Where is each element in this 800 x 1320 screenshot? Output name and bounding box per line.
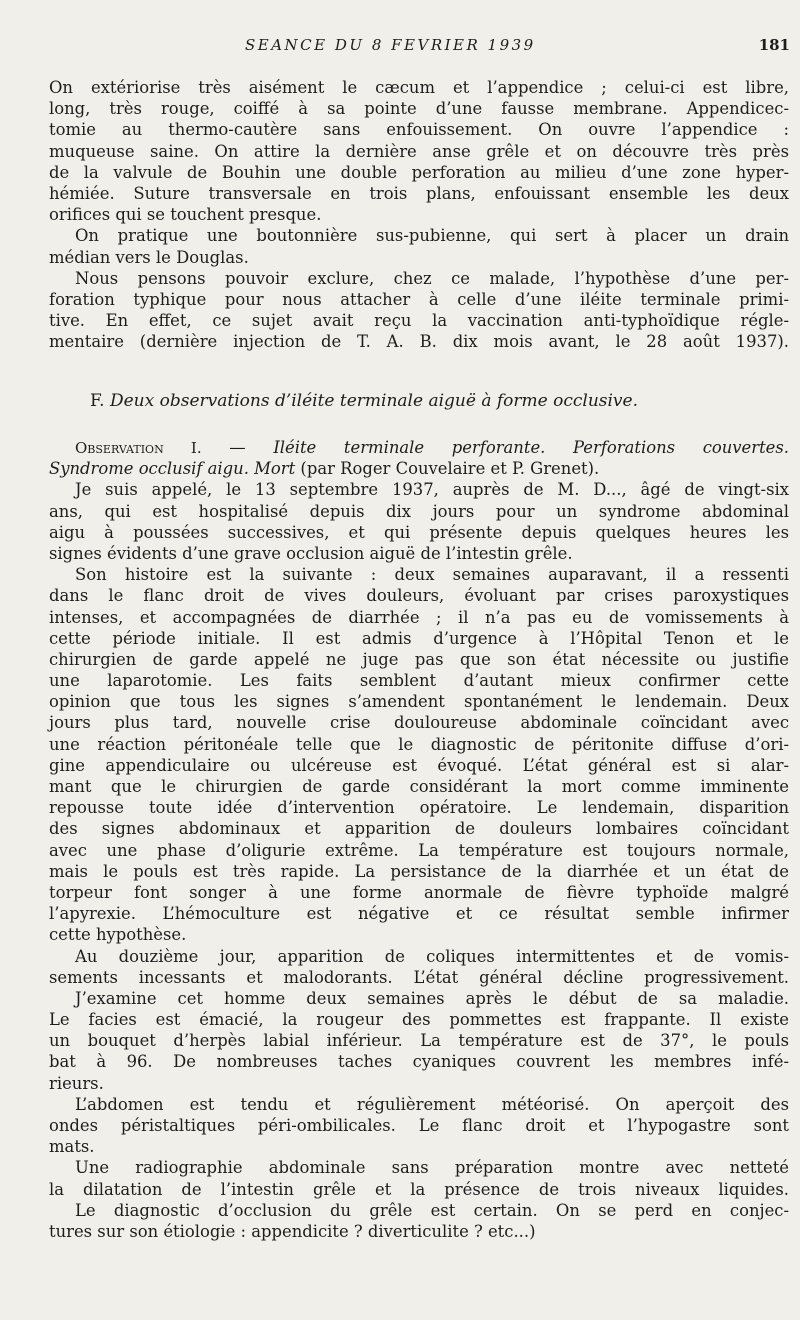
text-line: muqueuse saine. On attire la dernière anse grêle et on découvre très près bbox=[49, 141, 789, 161]
text-line: jours plus tard, nouvelle crise douloureuse abdominale coïncidant avec bbox=[49, 713, 789, 733]
text-line: mats. bbox=[49, 1137, 95, 1157]
page-number: 181 bbox=[758, 36, 790, 54]
text-line: On pratique une boutonnière sus-pubienne, qui sert à placer un drain bbox=[75, 226, 789, 246]
text-line: une laparotomie. Les faits semblent d’autant mieux confirmer cette bbox=[49, 671, 789, 691]
text-line: torpeur font songer à une forme anormale de fièvre typhoïde malgré bbox=[49, 882, 789, 902]
text-line: la dilatation de l’intestin grêle et la présence de trois niveaux liquides. bbox=[49, 1179, 789, 1199]
text-line: mant que le chirurgien de garde considérant la mort comme imminente bbox=[49, 777, 789, 796]
text-line: tures sur son étiologie : appendicite ? diverticulite ? etc...) bbox=[49, 1221, 536, 1241]
text-line: Nous pensons pouvoir exclure, chez ce malade, l’hypothèse d’une per- bbox=[75, 268, 789, 288]
text-line: gine appendiculaire ou ulcéreuse est évoqué. L’état général est si alar- bbox=[49, 755, 789, 775]
section-letter: F. bbox=[90, 391, 105, 411]
observation-subtitle: Syndrome occlusif aigu. Mort bbox=[49, 459, 296, 479]
text-line: bat à 96. De nombreuses taches cyaniques couvrent les membres infé- bbox=[49, 1052, 789, 1072]
section-title: Deux observations d’iléite terminale aiguë à forme occlusive. bbox=[109, 391, 638, 411]
observation-title-line-2 bbox=[49, 458, 789, 479]
text-line: L’abdomen est tendu et régulièrement météorisé. On aperçoit des bbox=[75, 1094, 789, 1114]
text-line: cette période initiale. Il est admis d’urgence à l’Hôpital Tenon et le bbox=[49, 628, 789, 648]
intro-paragraphs bbox=[49, 77, 789, 352]
text-line: tive. En effet, ce sujet avait reçu la vaccination anti-typhoïdique régle- bbox=[49, 311, 789, 331]
text-line: un bouquet d’herpès labial inférieur. La température est de 37°, le pouls bbox=[49, 1031, 789, 1051]
text-line: médian vers le Douglas. bbox=[49, 247, 249, 267]
text-line: tomie au thermo-cautère sans enfouissement. On ouvre l’appendice : bbox=[49, 120, 789, 140]
text-line: signes évidents d’une grave occlusion aiguë de l’intestin grêle. bbox=[49, 543, 573, 563]
text-line: rieurs. bbox=[49, 1073, 104, 1093]
text-line: ans, qui est hospitalisé depuis dix jours pour un syndrome abdominal bbox=[49, 501, 789, 521]
running-head: SEANCE DU 8 FEVRIER 1939 bbox=[245, 36, 536, 54]
text-line: mentaire (dernière injection de T. A. B. dix mois avant, le 28 août 1937). bbox=[49, 332, 789, 352]
text-line: chirurgien de garde appelé ne juge pas que son état nécessite ou justifie bbox=[49, 649, 789, 669]
text-line: long, très rouge, coiffé à sa pointe d’une fausse membrane. Appendicec- bbox=[49, 99, 789, 119]
text-line: avec une phase d’oligurie extrême. La température est toujours normale, bbox=[49, 840, 789, 860]
observation-block bbox=[49, 437, 789, 1242]
text-line: On extériorise très aisément le cæcum et l’appendice ; celui-ci est libre, bbox=[49, 78, 789, 97]
observation-title: Iléite terminale perforante. Perforations couvertes. bbox=[273, 438, 789, 457]
text-line: Le facies est émacié, la rougeur des pommettes est frappante. Il existe bbox=[49, 1010, 789, 1030]
text-line: intenses, et accompagnées de diarrhée ; il n’a pas eu de vomissements à bbox=[49, 607, 789, 627]
text-line: ondes péristaltiques péri-ombilicales. Le flanc droit et l’hypogastre sont bbox=[49, 1116, 789, 1135]
text-line: Au douzième jour, apparition de coliques intermittentes et de vomis- bbox=[75, 946, 789, 966]
text-line: mais le pouls est très rapide. La persistance de la diarrhée et un état de bbox=[49, 861, 789, 881]
text-line: une réaction péritonéale telle que le diagnostic de péritonite diffuse d’ori- bbox=[49, 734, 789, 754]
observation-label: Observation I. bbox=[75, 439, 202, 457]
observation-title-line-1 bbox=[49, 437, 789, 458]
text-line: J’examine cet homme deux semaines après le début de sa maladie. bbox=[75, 988, 789, 1008]
section-heading bbox=[90, 388, 770, 414]
observation-dash: — bbox=[201, 438, 274, 457]
text-line: de la valvule de Bouhin une double perforation au milieu d’une zone hyper- bbox=[49, 162, 789, 182]
text-line: sements incessants et malodorants. L’état général décline progressivement. bbox=[49, 967, 789, 987]
text-line: repousse toute idée d’intervention opératoire. Le lendemain, disparition bbox=[49, 798, 789, 818]
text-line: opinion que tous les signes s’amendent spontanément le lendemain. Deux bbox=[49, 692, 789, 712]
text-line: Une radiographie abdominale sans préparation montre avec netteté bbox=[75, 1158, 789, 1178]
text-line: aigu à poussées successives, et qui présente depuis quelques heures les bbox=[49, 522, 789, 542]
text-line: cette hypothèse. bbox=[49, 925, 187, 945]
text-line: Le diagnostic d’occlusion du grêle est certain. On se perd en conjec- bbox=[75, 1200, 789, 1220]
text-line: Son histoire est la suivante : deux semaines auparavant, il a ressenti bbox=[75, 565, 789, 585]
observation-authors: (par Roger Couvelaire et P. Grenet). bbox=[295, 459, 600, 479]
text-line: hémiée. Suture transversale en trois plans, enfouissant ensemble les deux bbox=[49, 183, 789, 203]
text-line: des signes abdominaux et apparition de douleurs lombaires coïncidant bbox=[49, 819, 789, 839]
text-line: foration typhique pour nous attacher à celle d’une iléite terminale primi- bbox=[49, 289, 789, 309]
text-line: Je suis appelé, le 13 septembre 1937, auprès de M. D..., âgé de vingt-six bbox=[75, 480, 789, 500]
text-line: l’apyrexie. L’hémoculture est négative et ce résultat semble infirmer bbox=[49, 904, 789, 924]
page-header bbox=[0, 36, 800, 60]
text-line: dans le flanc droit de vives douleurs, évoluant par crises paroxystiques bbox=[49, 586, 789, 606]
text-line: orifices qui se touchent presque. bbox=[49, 205, 322, 225]
